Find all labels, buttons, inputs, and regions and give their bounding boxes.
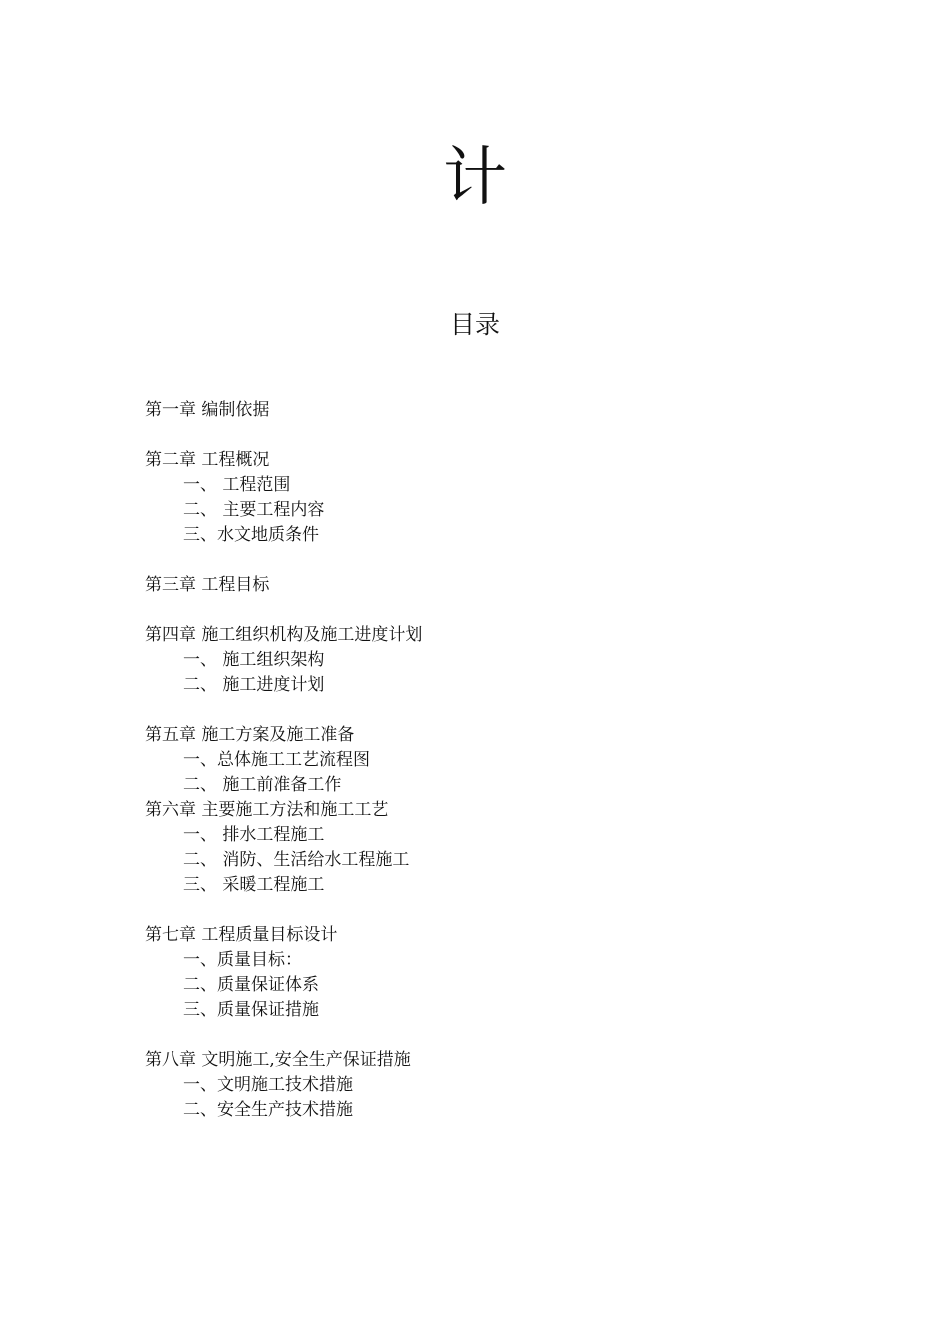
toc-item-8-2: 二、安全生产技术措施: [183, 1100, 353, 1120]
toc-chapter-2: 第二章 工程概况: [145, 450, 270, 470]
toc-item-4-2: 二、 施工进度计划: [183, 675, 325, 695]
toc-chapter-7: 第七章 工程质量目标设计: [145, 925, 338, 945]
toc-spacer: [145, 598, 845, 623]
toc-item-8-1: 一、文明施工技术措施: [183, 1075, 353, 1095]
toc-title: 目录: [449, 310, 500, 339]
toc-item-6-2: 二、 消防、生活给水工程施工: [183, 850, 410, 870]
toc-item-5-2: 二、 施工前准备工作: [183, 775, 342, 795]
toc-chapter-6: 第六章 主要施工方法和施工工艺: [145, 800, 389, 820]
toc-chapter-4: 第四章 施工组织机构及施工进度计划: [145, 625, 423, 645]
toc-item-7-1: 一、质量目标：: [183, 950, 302, 970]
toc-chapter-3: 第三章 工程目标: [145, 575, 270, 595]
page-heading-char: 计: [443, 141, 507, 215]
toc-item-2-1: 一、 工程范围: [183, 475, 291, 495]
toc-item-6-3: 三、 采暖工程施工: [183, 875, 325, 895]
toc-item-7-2: 二、质量保证体系: [183, 975, 319, 995]
toc-item-2-3: 三、水文地质条件: [183, 525, 319, 545]
toc-spacer: [145, 1023, 845, 1048]
toc-chapter-5: 第五章 施工方案及施工准备: [145, 725, 355, 745]
toc-item-6-1: 一、 排水工程施工: [183, 825, 325, 845]
toc-spacer: [145, 548, 845, 573]
toc-chapter-8: 第八章 文明施工,安全生产保证措施: [145, 1050, 411, 1070]
toc-item-2-2: 二、 主要工程内容: [183, 500, 325, 520]
toc-spacer: [145, 898, 845, 923]
toc-spacer: [145, 698, 845, 723]
toc-chapter-1: 第一章 编制依据: [145, 400, 270, 420]
table-of-contents: [145, 398, 845, 1123]
toc-item-5-1: 一、总体施工工艺流程图: [183, 750, 370, 770]
toc-item-4-1: 一、 施工组织架构: [183, 650, 325, 670]
toc-spacer: [145, 423, 845, 448]
toc-item-7-3: 三、质量保证措施: [183, 1000, 319, 1020]
